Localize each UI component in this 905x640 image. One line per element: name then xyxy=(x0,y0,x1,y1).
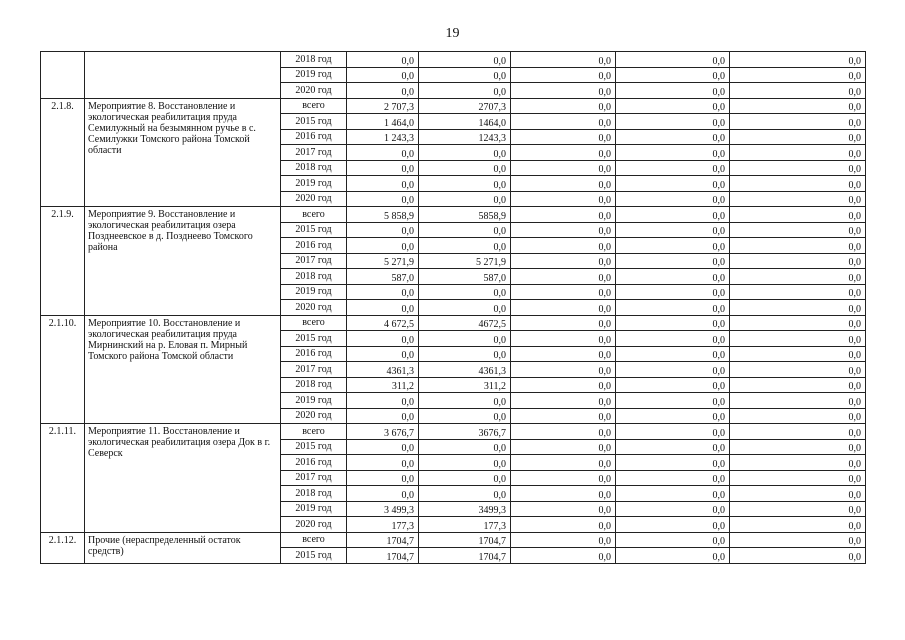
period-cell: 2019 год xyxy=(281,67,347,83)
value-cell: 0,0 xyxy=(419,238,511,254)
value-cell: 0,0 xyxy=(616,269,730,285)
value-cell: 0,0 xyxy=(730,331,866,347)
value-cell: 0,0 xyxy=(616,207,730,223)
period-cell: всего xyxy=(281,532,347,548)
value-cell: 0,0 xyxy=(419,439,511,455)
value-cell: 0,0 xyxy=(616,455,730,471)
item-code: 2.1.8. xyxy=(41,98,85,207)
period-cell: 2017 год xyxy=(281,253,347,269)
value-cell: 0,0 xyxy=(730,98,866,114)
value-cell: 0,0 xyxy=(730,176,866,192)
period-cell: 2015 год xyxy=(281,331,347,347)
value-cell: 0,0 xyxy=(511,269,616,285)
value-cell: 0,0 xyxy=(511,222,616,238)
period-cell: всего xyxy=(281,315,347,331)
value-cell: 0,0 xyxy=(347,408,419,424)
value-cell: 0,0 xyxy=(730,517,866,533)
value-cell: 2 707,3 xyxy=(347,98,419,114)
value-cell: 0,0 xyxy=(419,470,511,486)
value-cell: 1704,7 xyxy=(419,532,511,548)
value-cell: 0,0 xyxy=(419,145,511,161)
value-cell: 0,0 xyxy=(347,300,419,316)
period-cell: 2016 год xyxy=(281,238,347,254)
period-cell: 2015 год xyxy=(281,222,347,238)
value-cell: 0,0 xyxy=(511,253,616,269)
table-row xyxy=(41,207,866,223)
value-cell: 177,3 xyxy=(347,517,419,533)
value-cell: 5 271,9 xyxy=(419,253,511,269)
value-cell: 0,0 xyxy=(616,67,730,83)
item-description: Мероприятие 8. Восстановление и экологическая реабилитация пруда Семилужный на безымянном ручье в с. Семилужки Томского района Томской области xyxy=(85,98,281,207)
value-cell: 0,0 xyxy=(730,377,866,393)
value-cell: 0,0 xyxy=(616,362,730,378)
table-row xyxy=(41,532,866,548)
value-cell: 0,0 xyxy=(419,222,511,238)
value-cell: 0,0 xyxy=(511,362,616,378)
value-cell: 0,0 xyxy=(730,269,866,285)
value-cell: 1 464,0 xyxy=(347,114,419,130)
value-cell: 0,0 xyxy=(511,300,616,316)
value-cell: 0,0 xyxy=(347,393,419,409)
period-cell: 2020 год xyxy=(281,300,347,316)
value-cell: 1243,3 xyxy=(419,129,511,145)
value-cell: 1704,7 xyxy=(419,548,511,564)
period-cell: 2020 год xyxy=(281,83,347,99)
item-code xyxy=(41,52,85,99)
value-cell: 1464,0 xyxy=(419,114,511,130)
value-cell: 1704,7 xyxy=(347,548,419,564)
value-cell: 0,0 xyxy=(511,67,616,83)
value-cell: 0,0 xyxy=(347,331,419,347)
item-code: 2.1.10. xyxy=(41,315,85,424)
value-cell: 0,0 xyxy=(511,377,616,393)
value-cell: 0,0 xyxy=(419,284,511,300)
value-cell: 0,0 xyxy=(511,532,616,548)
value-cell: 0,0 xyxy=(419,83,511,99)
value-cell: 0,0 xyxy=(730,408,866,424)
period-cell: 2016 год xyxy=(281,129,347,145)
item-code: 2.1.11. xyxy=(41,424,85,533)
value-cell: 0,0 xyxy=(616,222,730,238)
value-cell: 0,0 xyxy=(347,346,419,362)
value-cell: 0,0 xyxy=(730,470,866,486)
value-cell: 0,0 xyxy=(511,114,616,130)
value-cell: 0,0 xyxy=(616,52,730,68)
value-cell: 4672,5 xyxy=(419,315,511,331)
value-cell: 4361,3 xyxy=(419,362,511,378)
item-description xyxy=(85,52,281,99)
period-cell: 2016 год xyxy=(281,455,347,471)
value-cell: 0,0 xyxy=(511,129,616,145)
value-cell: 0,0 xyxy=(419,52,511,68)
value-cell: 0,0 xyxy=(616,470,730,486)
period-cell: 2020 год xyxy=(281,517,347,533)
value-cell: 0,0 xyxy=(419,300,511,316)
value-cell: 4 672,5 xyxy=(347,315,419,331)
period-cell: 2018 год xyxy=(281,377,347,393)
value-cell: 3 499,3 xyxy=(347,501,419,517)
value-cell: 0,0 xyxy=(419,176,511,192)
value-cell: 0,0 xyxy=(347,238,419,254)
value-cell: 0,0 xyxy=(730,393,866,409)
value-cell: 0,0 xyxy=(511,145,616,161)
value-cell: 0,0 xyxy=(616,114,730,130)
value-cell: 0,0 xyxy=(730,486,866,502)
value-cell: 0,0 xyxy=(616,486,730,502)
value-cell: 0,0 xyxy=(511,98,616,114)
value-cell: 0,0 xyxy=(419,486,511,502)
value-cell: 0,0 xyxy=(347,455,419,471)
value-cell: 5 858,9 xyxy=(347,207,419,223)
item-description: Мероприятие 11. Восстановление и экологическая реабилитация озера Док в г. Северск xyxy=(85,424,281,533)
table-row xyxy=(41,98,866,114)
value-cell: 311,2 xyxy=(347,377,419,393)
value-cell: 0,0 xyxy=(419,408,511,424)
period-cell: всего xyxy=(281,207,347,223)
value-cell: 0,0 xyxy=(347,83,419,99)
value-cell: 0,0 xyxy=(616,517,730,533)
value-cell: 1704,7 xyxy=(347,532,419,548)
value-cell: 0,0 xyxy=(616,238,730,254)
value-cell: 0,0 xyxy=(511,486,616,502)
value-cell: 587,0 xyxy=(347,269,419,285)
value-cell: 0,0 xyxy=(616,83,730,99)
value-cell: 0,0 xyxy=(511,52,616,68)
value-cell: 0,0 xyxy=(730,439,866,455)
value-cell: 0,0 xyxy=(616,408,730,424)
value-cell: 0,0 xyxy=(511,424,616,440)
period-cell: 2020 год xyxy=(281,191,347,207)
budget-table xyxy=(40,51,866,564)
table-row xyxy=(41,315,866,331)
value-cell: 0,0 xyxy=(730,253,866,269)
value-cell: 0,0 xyxy=(730,114,866,130)
value-cell: 0,0 xyxy=(347,439,419,455)
table-row xyxy=(41,424,866,440)
value-cell: 0,0 xyxy=(616,393,730,409)
value-cell: 0,0 xyxy=(730,315,866,331)
value-cell: 0,0 xyxy=(616,439,730,455)
value-cell: 0,0 xyxy=(730,284,866,300)
period-cell: 2015 год xyxy=(281,548,347,564)
value-cell: 0,0 xyxy=(511,455,616,471)
value-cell: 0,0 xyxy=(511,408,616,424)
value-cell: 0,0 xyxy=(730,83,866,99)
value-cell: 0,0 xyxy=(616,501,730,517)
value-cell: 0,0 xyxy=(511,176,616,192)
period-cell: 2018 год xyxy=(281,52,347,68)
value-cell: 0,0 xyxy=(511,346,616,362)
value-cell: 177,3 xyxy=(419,517,511,533)
value-cell: 0,0 xyxy=(616,548,730,564)
value-cell: 0,0 xyxy=(730,145,866,161)
value-cell: 0,0 xyxy=(511,548,616,564)
value-cell: 0,0 xyxy=(616,331,730,347)
value-cell: 311,2 xyxy=(419,377,511,393)
value-cell: 0,0 xyxy=(616,300,730,316)
period-cell: 2017 год xyxy=(281,470,347,486)
value-cell: 3499,3 xyxy=(419,501,511,517)
period-cell: 2017 год xyxy=(281,362,347,378)
item-description: Мероприятие 10. Восстановление и экологическая реабилитация пруда Мирнинский на р. Еловая п. Мирный Томского района Томской области xyxy=(85,315,281,424)
value-cell: 0,0 xyxy=(616,145,730,161)
value-cell: 5 271,9 xyxy=(347,253,419,269)
value-cell: 0,0 xyxy=(730,207,866,223)
value-cell: 0,0 xyxy=(419,455,511,471)
period-cell: 2019 год xyxy=(281,176,347,192)
period-cell: 2016 год xyxy=(281,346,347,362)
period-cell: 2018 год xyxy=(281,160,347,176)
period-cell: 2018 год xyxy=(281,486,347,502)
value-cell: 0,0 xyxy=(730,67,866,83)
value-cell: 0,0 xyxy=(616,346,730,362)
value-cell: 0,0 xyxy=(511,517,616,533)
value-cell: 0,0 xyxy=(730,346,866,362)
value-cell: 0,0 xyxy=(419,393,511,409)
value-cell: 0,0 xyxy=(730,362,866,378)
value-cell: 0,0 xyxy=(347,470,419,486)
item-code: 2.1.12. xyxy=(41,532,85,563)
value-cell: 0,0 xyxy=(347,284,419,300)
value-cell: 0,0 xyxy=(730,501,866,517)
value-cell: 0,0 xyxy=(616,129,730,145)
value-cell: 0,0 xyxy=(730,160,866,176)
value-cell: 0,0 xyxy=(511,191,616,207)
value-cell: 0,0 xyxy=(616,191,730,207)
value-cell: 0,0 xyxy=(616,315,730,331)
value-cell: 0,0 xyxy=(730,455,866,471)
value-cell: 1 243,3 xyxy=(347,129,419,145)
period-cell: 2019 год xyxy=(281,284,347,300)
value-cell: 0,0 xyxy=(347,176,419,192)
value-cell: 0,0 xyxy=(616,98,730,114)
value-cell: 0,0 xyxy=(347,222,419,238)
value-cell: 0,0 xyxy=(511,439,616,455)
table-row xyxy=(41,52,866,68)
item-description: Мероприятие 9. Восстановление и экологическая реабилитация озера Позднеевское в д. Позднеево Томского района xyxy=(85,207,281,316)
value-cell: 0,0 xyxy=(730,52,866,68)
value-cell: 0,0 xyxy=(616,424,730,440)
value-cell: 0,0 xyxy=(511,501,616,517)
period-cell: всего xyxy=(281,424,347,440)
period-cell: 2015 год xyxy=(281,439,347,455)
value-cell: 5858,9 xyxy=(419,207,511,223)
period-cell: 2017 год xyxy=(281,145,347,161)
value-cell: 0,0 xyxy=(419,331,511,347)
value-cell: 0,0 xyxy=(347,486,419,502)
period-cell: всего xyxy=(281,98,347,114)
value-cell: 0,0 xyxy=(347,52,419,68)
period-cell: 2019 год xyxy=(281,501,347,517)
period-cell: 2020 год xyxy=(281,408,347,424)
value-cell: 0,0 xyxy=(511,83,616,99)
value-cell: 0,0 xyxy=(511,315,616,331)
value-cell: 0,0 xyxy=(616,253,730,269)
value-cell: 3676,7 xyxy=(419,424,511,440)
value-cell: 587,0 xyxy=(419,269,511,285)
period-cell: 2018 год xyxy=(281,269,347,285)
period-cell: 2015 год xyxy=(281,114,347,130)
value-cell: 3 676,7 xyxy=(347,424,419,440)
value-cell: 4361,3 xyxy=(347,362,419,378)
value-cell: 0,0 xyxy=(730,532,866,548)
value-cell: 0,0 xyxy=(347,160,419,176)
value-cell: 0,0 xyxy=(419,191,511,207)
value-cell: 0,0 xyxy=(616,377,730,393)
value-cell: 0,0 xyxy=(730,548,866,564)
value-cell: 0,0 xyxy=(616,284,730,300)
value-cell: 0,0 xyxy=(730,300,866,316)
value-cell: 2707,3 xyxy=(419,98,511,114)
value-cell: 0,0 xyxy=(511,331,616,347)
value-cell: 0,0 xyxy=(347,67,419,83)
value-cell: 0,0 xyxy=(511,470,616,486)
value-cell: 0,0 xyxy=(347,145,419,161)
value-cell: 0,0 xyxy=(419,67,511,83)
value-cell: 0,0 xyxy=(347,191,419,207)
value-cell: 0,0 xyxy=(730,238,866,254)
value-cell: 0,0 xyxy=(730,424,866,440)
page-number: 19 xyxy=(445,26,460,41)
period-cell: 2019 год xyxy=(281,393,347,409)
item-description: Прочие (нераспределенный остаток средств) xyxy=(85,532,281,563)
value-cell: 0,0 xyxy=(511,393,616,409)
value-cell: 0,0 xyxy=(419,346,511,362)
value-cell: 0,0 xyxy=(616,176,730,192)
value-cell: 0,0 xyxy=(511,238,616,254)
item-code: 2.1.9. xyxy=(41,207,85,316)
value-cell: 0,0 xyxy=(730,222,866,238)
value-cell: 0,0 xyxy=(730,191,866,207)
value-cell: 0,0 xyxy=(511,207,616,223)
value-cell: 0,0 xyxy=(730,129,866,145)
value-cell: 0,0 xyxy=(616,160,730,176)
value-cell: 0,0 xyxy=(511,284,616,300)
value-cell: 0,0 xyxy=(616,532,730,548)
value-cell: 0,0 xyxy=(511,160,616,176)
value-cell: 0,0 xyxy=(419,160,511,176)
